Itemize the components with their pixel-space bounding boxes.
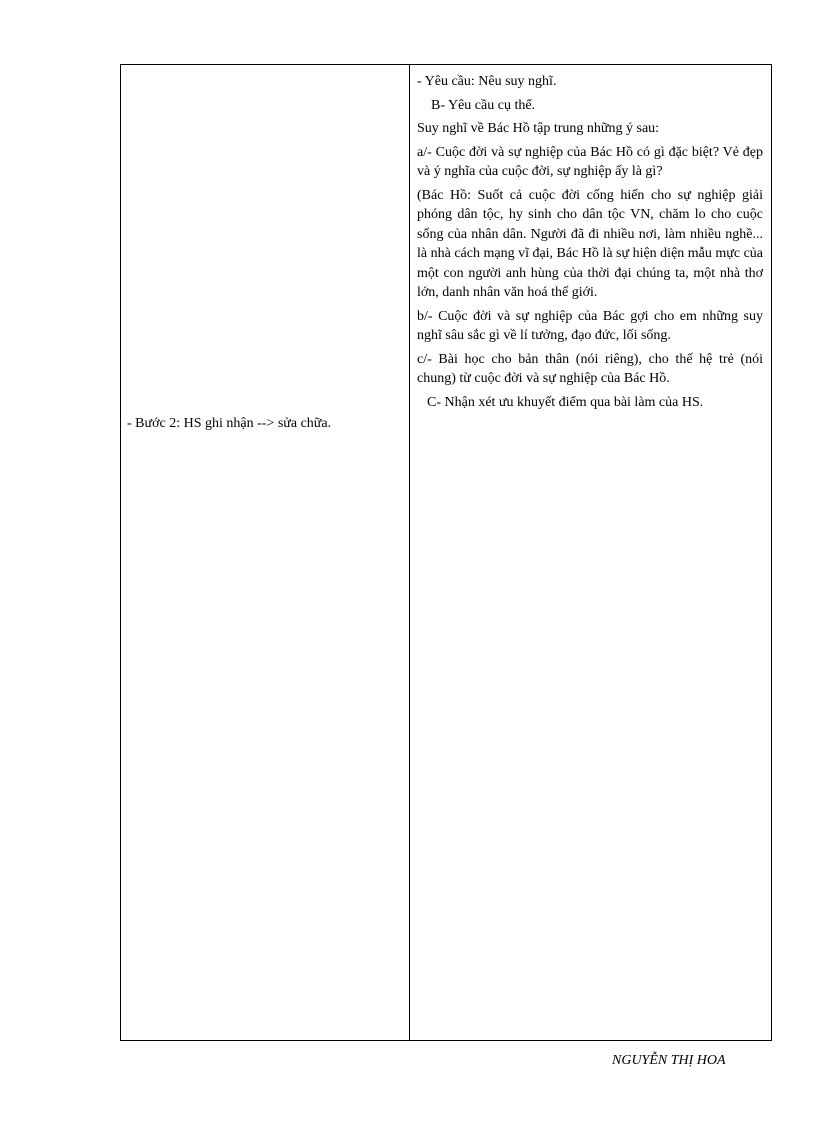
point-b: b/- Cuộc đời và sự nghiệp của Bác gợi cho em những suy nghĩ sâu sắc gì về lí tưởng, đạo đức, lối sống. [417,308,763,343]
point-a-detail: (Bác Hồ: Suốt cả cuộc đời cống hiến cho sự nghiệp giải phóng dân tộc, hy sinh cho dân tộc VN, chăm lo cho cuộc sống của nhân dân. Người đã đi nhiều nơi, làm nhiều nghề... là nhà cách mạng vĩ đại, Bác Hồ là sự hiện diện mẫu mực của một con người anh hùng của thời đại chúng ta, một nhà thơ lớn, danh nhân văn hoá thế giới. [417,187,764,300]
step-2-text: - Bước 2: HS ghi nhận --> sửa chữa. [127,416,332,431]
author-signature: NGUYỄN THỊ HOA [612,1053,726,1068]
point-c: c/- Bài học cho bản thân (nói riêng), cho thế hệ trẻ (nói chung) từ cuộc đời và sự nghiệp của Bác Hồ. [417,351,763,386]
section-b-heading: B- Yêu cầu cụ thể. [431,97,536,113]
point-a: a/- Cuộc đời và sự nghiệp của Bác Hồ có gì đặc biệt? Vẻ đẹp và ý nghĩa của cuộc đời, sự nghiệp ấy là gì? [417,144,763,179]
section-c-heading: C- Nhận xét ưu khuyết điểm qua bài làm của HS. [427,394,704,410]
teacher-activity-cell [121,65,410,1041]
content-body [410,65,771,412]
focus-intro: Suy nghĩ về Bác Hồ tập trung những ý sau: [417,121,660,136]
table-row [121,65,772,1041]
request-line: - Yêu cầu: Nêu suy nghĩ. [417,74,557,89]
content-cell [410,65,772,1041]
lesson-table [120,64,772,1041]
